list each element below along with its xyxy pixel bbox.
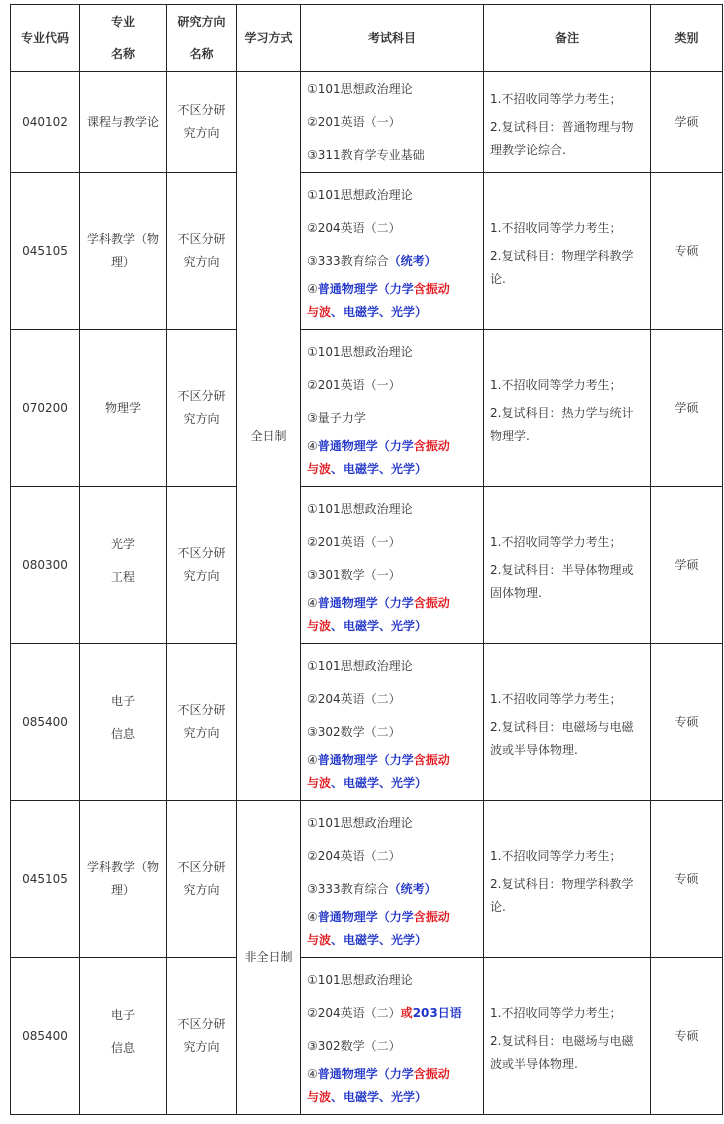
note-cell: 1.不招收同等学力考生； 2.复试科目：电磁场与电磁 波或半导体物理. (484, 644, 651, 801)
direction-cell: 不区分研 究方向 (167, 487, 237, 644)
type-cell: 专硕 (651, 173, 723, 330)
exam-cell: ①101思想政治理论 ②201英语（一） ③311教育学专业基础 (301, 72, 484, 173)
direction-cell: 不区分研 究方向 (167, 173, 237, 330)
table-row (11, 173, 723, 330)
table-row (11, 958, 723, 1115)
code-cell: 085400 (11, 958, 80, 1115)
table-row (11, 644, 723, 801)
mode-cell-fulltime: 全日制 (237, 72, 301, 801)
exam-cell: ①101思想政治理论 ②204英语（二） ③302数学（二） ④普通物理学（力学含振动 与波、电磁学、光学） (301, 644, 484, 801)
code-cell: 045105 (11, 173, 80, 330)
major-cell: 学科教学（物 理） (80, 801, 167, 958)
header-row (11, 5, 723, 72)
code-cell: 080300 (11, 487, 80, 644)
major-cell: 学科教学（物 理） (80, 173, 167, 330)
header-direction: 研究方向 名称 (167, 5, 237, 72)
type-cell: 专硕 (651, 801, 723, 958)
note-cell: 1.不招收同等学力考生； 2.复试科目：半导体物理或 固体物理. (484, 487, 651, 644)
exam-cell: ①101思想政治理论 ②204英语（二） ③333教育综合（统考） ④普通物理学（力学含振动 与波、电磁学、光学） (301, 173, 484, 330)
type-cell: 学硕 (651, 330, 723, 487)
header-type: 类别 (651, 5, 723, 72)
type-cell: 学硕 (651, 487, 723, 644)
exam-cell: ①101思想政治理论 ②201英语（一） ③量子力学 ④普通物理学（力学含振动 与波、电磁学、光学） (301, 330, 484, 487)
mode-cell-parttime: 非全日制 (237, 801, 301, 1115)
type-cell: 专硕 (651, 958, 723, 1115)
code-cell: 085400 (11, 644, 80, 801)
exam-cell: ①101思想政治理论 ②204英语（二） ③333教育综合（统考） ④普通物理学（力学含振动 与波、电磁学、光学） (301, 801, 484, 958)
table-row (11, 487, 723, 644)
code-cell: 045105 (11, 801, 80, 958)
code-cell: 040102 (11, 72, 80, 173)
header-exam: 考试科目 (301, 5, 484, 72)
admissions-table (10, 4, 723, 1115)
direction-cell: 不区分研 究方向 (167, 801, 237, 958)
header-mode: 学习方式 (237, 5, 301, 72)
major-cell: 电子 信息 (80, 644, 167, 801)
note-cell: 1.不招收同等学力考生； 2.复试科目：物理学科教学 论. (484, 801, 651, 958)
header-major: 专业 名称 (80, 5, 167, 72)
table-row (11, 72, 723, 173)
exam-cell: ①101思想政治理论 ②204英语（二）或203日语 ③302数学（二） ④普通物理学（力学含振动 与波、电磁学、光学） (301, 958, 484, 1115)
major-cell: 光学 工程 (80, 487, 167, 644)
header-code: 专业代码 (11, 5, 80, 72)
major-cell: 物理学 (80, 330, 167, 487)
type-cell: 专硕 (651, 644, 723, 801)
exam-cell: ①101思想政治理论 ②201英语（一） ③301数学（一） ④普通物理学（力学含振动 与波、电磁学、光学） (301, 487, 484, 644)
direction-cell: 不区分研 究方向 (167, 958, 237, 1115)
direction-cell: 不区分研 究方向 (167, 644, 237, 801)
note-cell: 1.不招收同等学力考生； 2.复试科目：普通物理与物 理教学论综合. (484, 72, 651, 173)
direction-cell: 不区分研 究方向 (167, 330, 237, 487)
header-note: 备注 (484, 5, 651, 72)
major-cell: 电子 信息 (80, 958, 167, 1115)
note-cell: 1.不招收同等学力考生； 2.复试科目：电磁场与电磁 波或半导体物理. (484, 958, 651, 1115)
code-cell: 070200 (11, 330, 80, 487)
note-cell: 1.不招收同等学力考生； 2.复试科目：物理学科教学 论. (484, 173, 651, 330)
direction-cell: 不区分研 究方向 (167, 72, 237, 173)
major-cell: 课程与教学论 (80, 72, 167, 173)
type-cell: 学硕 (651, 72, 723, 173)
table-row (11, 330, 723, 487)
table-row (11, 801, 723, 958)
note-cell: 1.不招收同等学力考生； 2.复试科目：热力学与统计 物理学. (484, 330, 651, 487)
